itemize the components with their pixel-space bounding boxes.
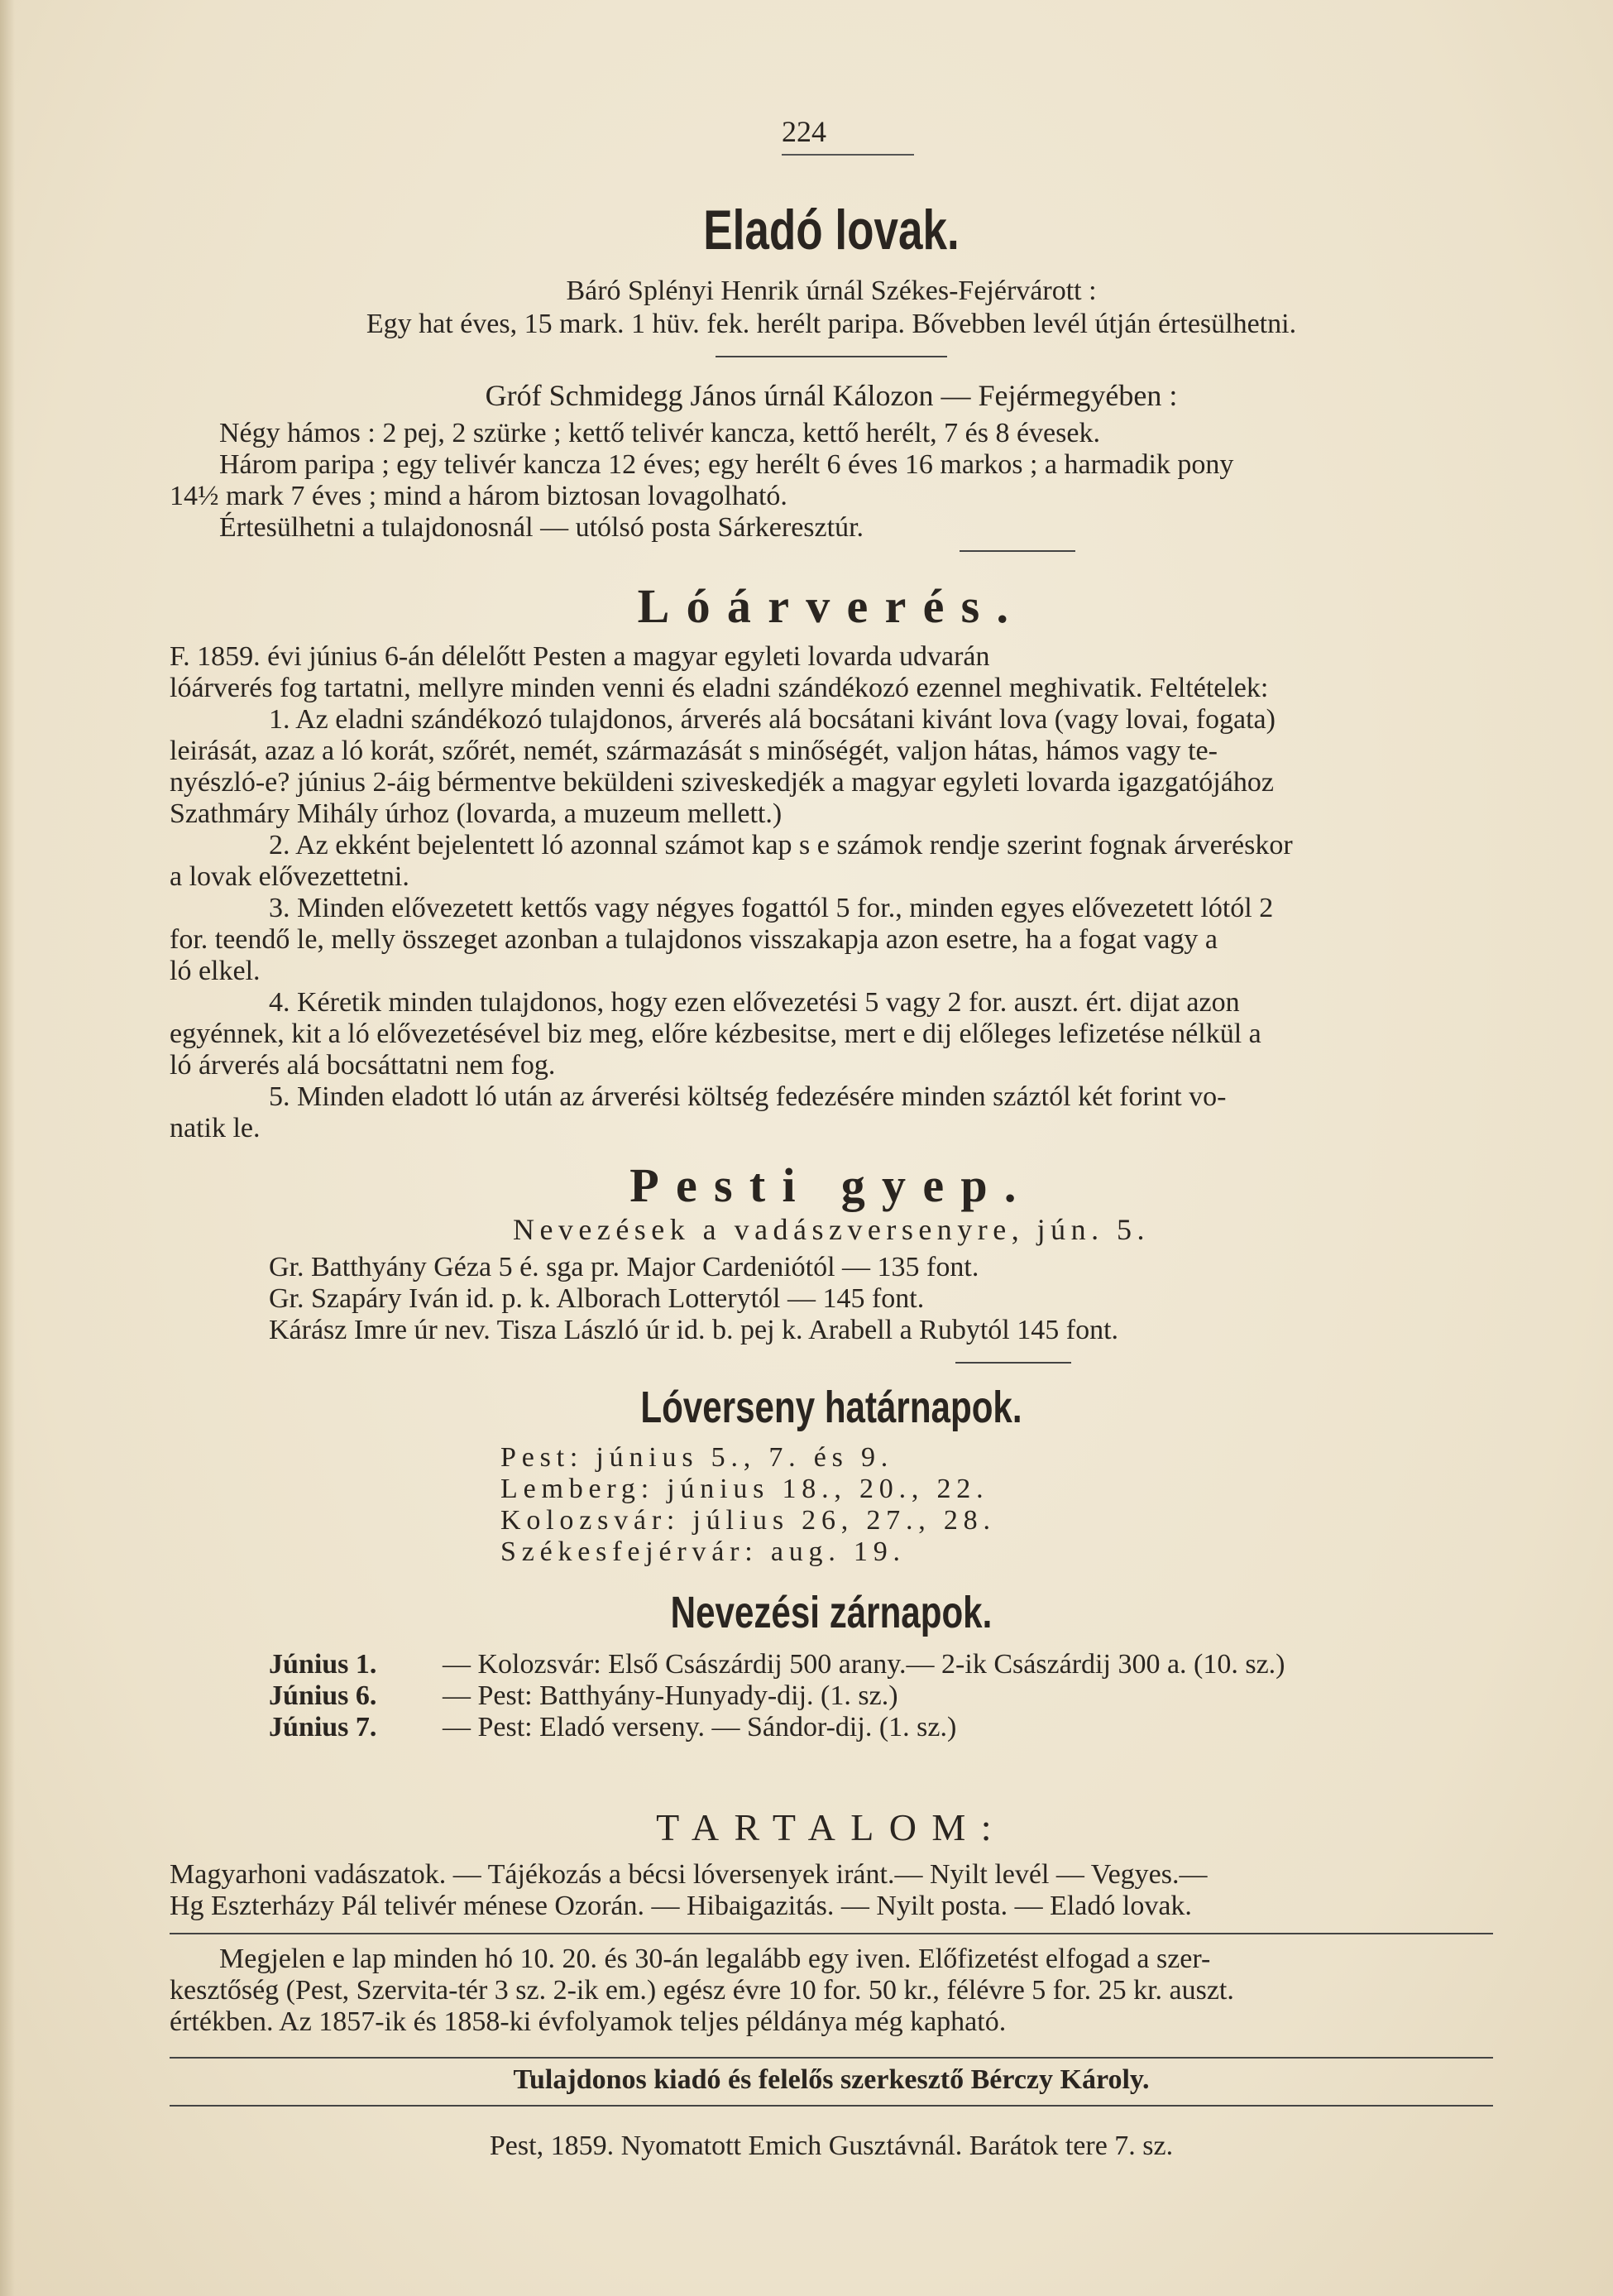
tartalom-title: TARTALOM: (656, 1806, 1007, 1848)
pesti-gyep-title: Pesti gyep. (629, 1158, 1033, 1212)
loarveres-line: 5. Minden eladott ló után az árverési költség fedezésére minden száztól két forint vo- (269, 1081, 1227, 1112)
closing-date-text: — Kolozsvár: Első Császárdij 500 arany.— 2-ik Császárdij 300 a. (10. sz.) (443, 1649, 1285, 1680)
ad2-header: Gróf Schmidegg János úrnál Kálozon — Fejérmegyében : (485, 379, 1178, 412)
closing-date-row (269, 1711, 1493, 1744)
tartalom-line: Hg Eszterházy Pál telivér ménese Ozorán. — Hibaigazitás. — Nyilt posta. — Eladó lovak. (170, 1891, 1192, 1921)
section-rule (170, 2105, 1493, 2107)
loarveres-line: leirását, azaz a ló korát, szőrét, nemét, származását s minőségét, valjon hátas, hámos vagy te- (170, 736, 1218, 766)
subscription-line: kesztőség (Pest, Szervita-tér 3 sz. 2-ik em.) egész évre 10 for. 50 kr., félévre 5 for. 25 kr. auszt. (170, 1975, 1234, 2006)
elado-lovak-title: Eladó lovak. (703, 199, 960, 261)
loarveres-line: lóárverés fog tartatni, mellyre minden venni és eladni szándékozó ezennel meghivatik. Feltételek: (170, 673, 1269, 703)
loarveres-line: 1. Az eladni szándékozó tulajdonos, árverés alá bocsátani kivánt lova (vagy lovai, fogata) (269, 704, 1276, 735)
loarveres-line: F. 1859. évi június 6-án délelőtt Pesten a magyar egyleti lovarda udvarán (170, 641, 990, 672)
loarveres-line: nyészló-e? június 2-áig bérmentve beküldeni sziveskedjék a magyar egyleti lovarda igazgatójához (170, 767, 1274, 798)
loverseny-title: Lóverseny határnapok. (640, 1383, 1022, 1432)
entry-line: Gr. Batthyány Géza 5 é. sga pr. Major Cardeniótól — 135 font. (269, 1252, 979, 1282)
subscription-line: Megjelen e lap minden hó 10. 20. és 30-án legalább egy iven. Előfizetést elfogad a szer- (219, 1944, 1211, 1974)
loarveres-line: natik le. (170, 1113, 261, 1143)
loarveres-line: 2. Az ekként bejelentett ló azonnal számot kap s e számok rendje szerint fognak árveréskor (269, 830, 1293, 860)
section-rule (170, 2057, 1493, 2059)
subscription-line: értékben. Az 1857-ik és 1858-ki évfolyamok teljes példánya még kapható. (170, 2006, 1007, 2037)
loarveres-line: 3. Minden elővezetett kettős vagy négyes fogattól 5 for., minden egyes elővezetett lótól 2 (269, 893, 1274, 923)
page-number: 224 (782, 115, 826, 148)
page-spine-shadow (0, 0, 15, 2296)
ad2-line: Három paripa ; egy telivér kancza 12 éves; egy herélt 6 éves 16 markos ; a harmadik pony (219, 449, 1234, 480)
pesti-gyep-subtitle: Nevezések a vadászversenyre, jún. 5. (512, 1213, 1151, 1246)
printer-line: Pest, 1859. Nyomatott Emich Gusztávnál. Barátok tere 7. sz. (489, 2131, 1174, 2161)
editor-line: Tulajdonos kiadó és felelős szerkesztő Bérczy Károly. (513, 2064, 1150, 2095)
ad2-line: Négy hámos : 2 pej, 2 szürke ; kettő telivér kancza, kettő herélt, 7 és 8 évesek. (219, 418, 1100, 448)
closing-date-text: — Pest: Batthyány-Hunyady-dij. (1. sz.) (443, 1680, 898, 1711)
loarveres-line: egyénnek, kit a ló elővezetésével biz meg, előre kézbesitse, mert e dij előleges lefizetése nélkül a (170, 1019, 1261, 1049)
section-rule (716, 356, 947, 357)
race-date-line: Kolozsvár: július 26, 27., 28. (500, 1505, 996, 1536)
loarveres-line: ló elkel. (170, 956, 261, 986)
closing-date: Június 1. (269, 1649, 377, 1680)
loarveres-line: 4. Kéretik minden tulajdonos, hogy ezen elővezetési 5 vagy 2 for. auszt. ért. dijat azon (269, 987, 1240, 1018)
closing-date: Június 7. (269, 1712, 377, 1742)
race-date-line: Székesfejérvár: aug. 19. (500, 1536, 906, 1567)
section-rule (960, 550, 1075, 552)
closing-date: Június 6. (269, 1680, 377, 1711)
loarveres-line: a lovak elővezettetni. (170, 861, 409, 892)
entry-line: Kárász Imre úr nev. Tisza László úr id. b. pej k. Arabell a Rubytól 145 font. (269, 1315, 1119, 1345)
section-rule (955, 1362, 1071, 1364)
closing-date-row (269, 1648, 1493, 1681)
entry-line: Gr. Szapáry Iván id. p. k. Alborach Lotterytól — 145 font. (269, 1283, 925, 1314)
nevezesi-title: Nevezési zárnapok. (670, 1588, 993, 1637)
loarveres-line: for. teendő le, melly összeget azonban a tulajdonos visszakapja azon esetre, ha a fogat vagy a (170, 924, 1218, 955)
race-date-line: Lemberg: június 18., 20., 22. (500, 1474, 989, 1504)
tartalom-line: Magyarhoni vadászatok. — Tájékozás a bécsi lóversenyek iránt.— Nyilt levél — Vegyes.— (170, 1859, 1208, 1890)
loarveres-line: ló árverés alá bocsáttatni nem fog. (170, 1050, 556, 1081)
ad2-line: 14½ mark 7 éves ; mind a három biztosan lovagolható. (170, 481, 787, 511)
ad1-text: Egy hat éves, 15 mark. 1 hüv. fek. herélt paripa. Bővebben levél útján értesülhetni. (366, 309, 1297, 339)
race-date-line: Pest: június 5., 7. és 9. (500, 1442, 894, 1473)
ad1-header: Báró Splényi Henrik úrnál Székes-Fejérvárott : (566, 276, 1097, 306)
loarveres-line: Szathmáry Mihály úrhoz (lovarda, a muzeum mellett.) (170, 798, 783, 829)
page-number-rule (782, 154, 914, 156)
closing-date-text: — Pest: Eladó verseny. — Sándor-dij. (1. sz.) (443, 1712, 957, 1742)
section-rule (170, 1933, 1493, 1934)
ad2-line: Értesülhetni a tulajdonosnál — utólsó posta Sárkeresztúr. (219, 512, 864, 543)
closing-date-row (269, 1680, 1493, 1713)
loarveres-title: Lóárverés. (637, 579, 1026, 633)
